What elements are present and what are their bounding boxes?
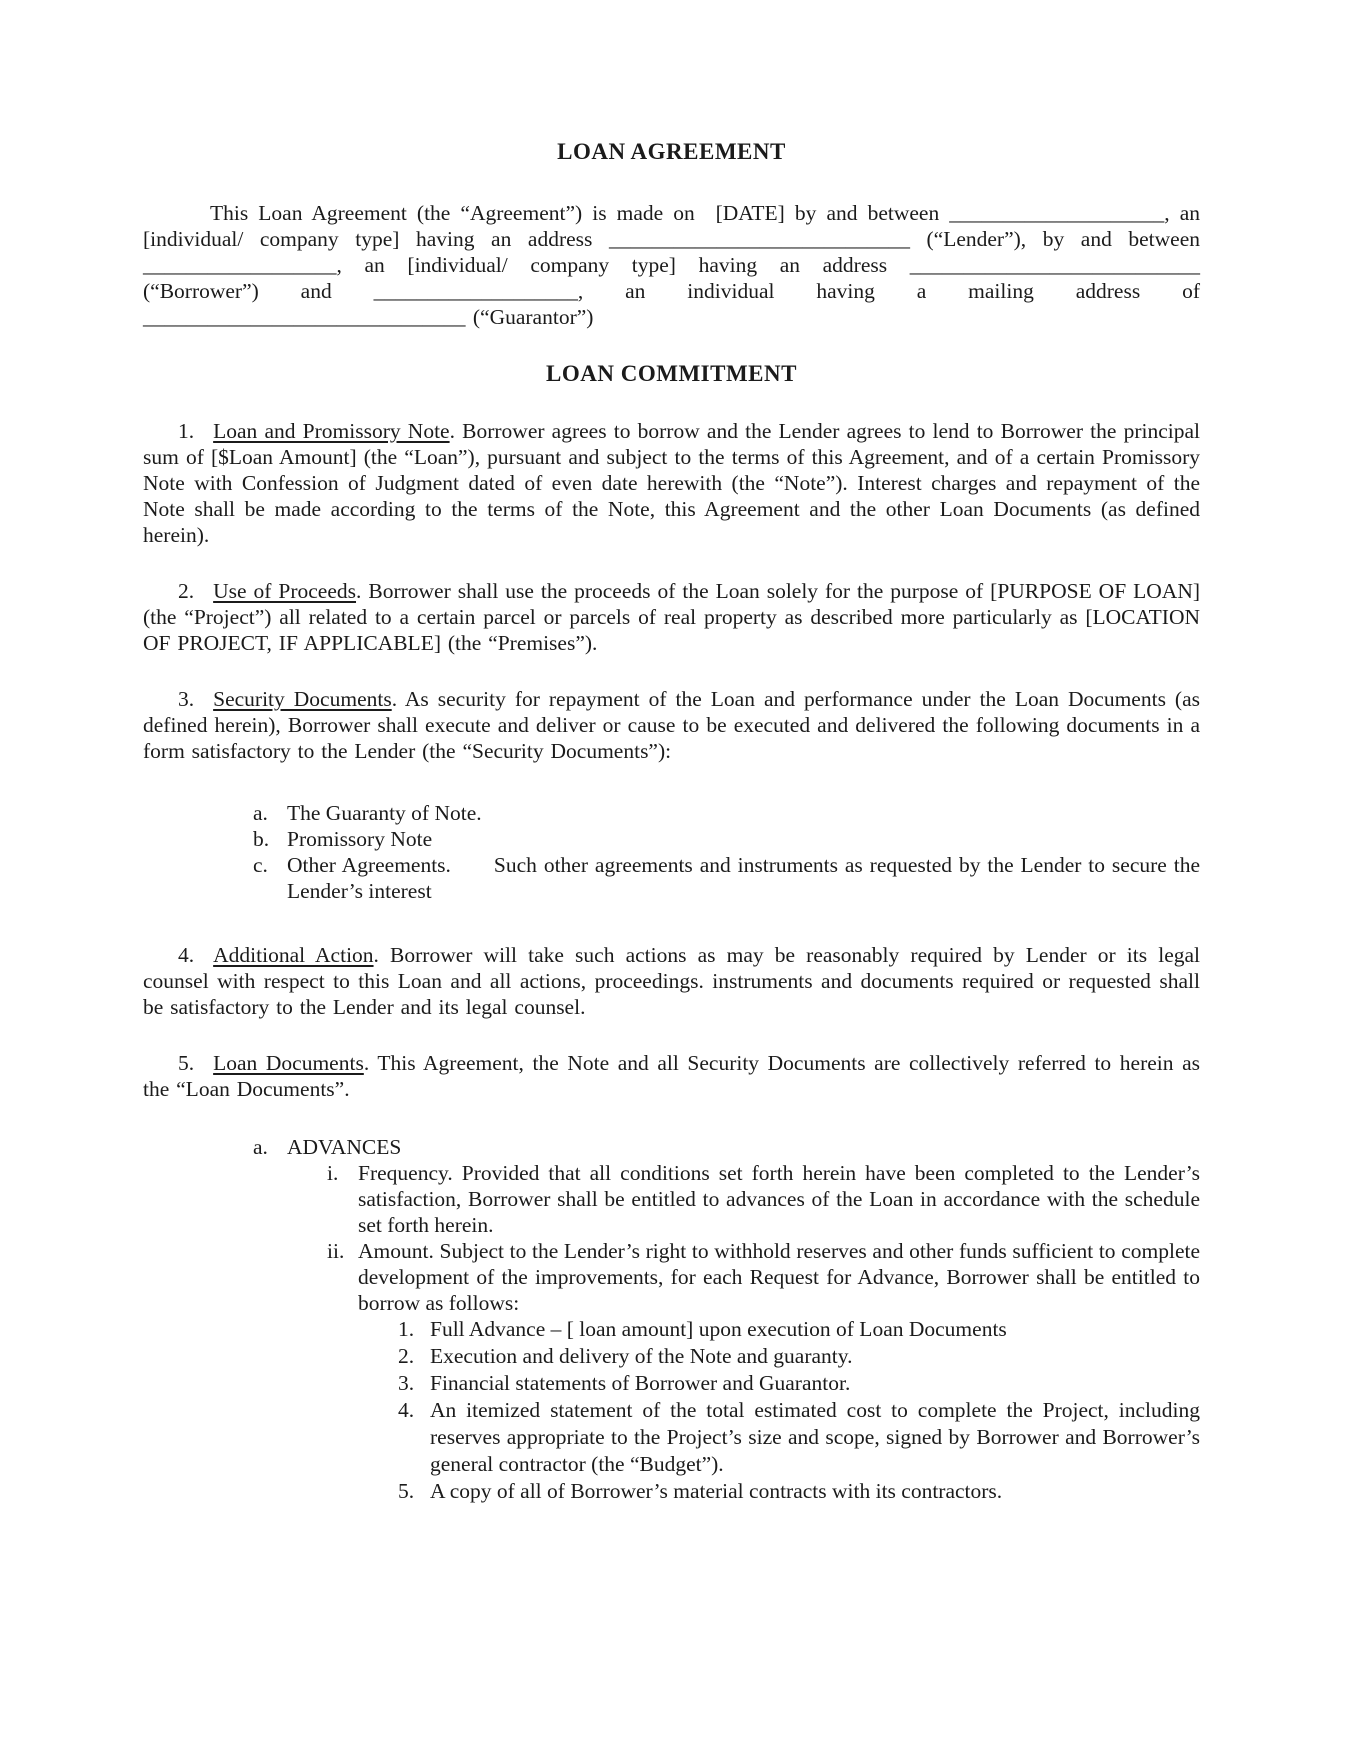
advance-condition-full-advance (143, 1316, 1200, 1343)
list-marker: c. (253, 853, 268, 877)
list-marker: a. (253, 1135, 268, 1159)
security-documents-list (143, 800, 1200, 904)
section-body: . This Agreement, the Note and all Security Documents are collectively referred to herein as the “Loan Documents”. (143, 1051, 1200, 1101)
document-title: LOAN AGREEMENT (557, 139, 786, 164)
list-item-text: Full Advance – [ loan amount] upon execution of Loan Documents (430, 1317, 1007, 1341)
section-heading: Security Documents (213, 687, 392, 711)
list-marker: 1. (398, 1317, 415, 1341)
list-item-text: Amount. Subject to the Lender’s right to withhold reserves and other funds sufficient to complete development of the improvements, for each Request for Advance, Borrower shall be entitled to borrow as follows: (358, 1239, 1200, 1315)
list-item-text: A copy of all of Borrower’s material contracts with its contractors. (430, 1479, 1003, 1503)
list-marker: 2. (398, 1344, 415, 1368)
section-3-security-documents (143, 686, 1200, 764)
intro-paragraph: This Loan Agreement (the “Agreement”) is made on [DATE] by and between ____________________, an [individual/ company type] having an address ____________________________ (“Lender”), by and between __________________, an [individual/ company type] having an address ___________________________ (“Borrower”) and ___________________, an individual having a mailing address of ______________________________ (“Guarantor”) (143, 201, 1200, 329)
loan-commitment-heading: LOAN COMMITMENT (546, 361, 797, 386)
list-marker: i. (327, 1161, 339, 1185)
list-item-guaranty-of-note (143, 800, 1200, 826)
section-number: 5. (178, 1051, 195, 1075)
list-marker: 4. (398, 1398, 415, 1422)
section-heading: Loan and Promissory Note (213, 419, 450, 443)
section-number: 4. (178, 943, 195, 967)
list-marker: b. (253, 827, 270, 851)
list-marker: ii. (327, 1239, 345, 1263)
list-item-text: The Guaranty of Note. (287, 801, 482, 825)
advances-heading-row (143, 1134, 1200, 1160)
list-marker: 3. (398, 1371, 415, 1395)
document-content (143, 138, 1200, 1505)
section-body: . Borrower will take such actions as may be reasonably required by Lender or its legal counsel with respect to this Loan and all actions, proceedings. instruments and documents required or requested shall be satisfactory to the Lender and its legal counsel. (143, 943, 1201, 1019)
list-item-other-agreements (143, 852, 1200, 904)
list-item-text: An itemized statement of the total estimated cost to complete the Project, including reserves appropriate to the Project’s size and scope, signed by Borrower and Borrower’s general contractor (the “Budget”). (430, 1398, 1200, 1476)
section-5-loan-documents (143, 1050, 1200, 1102)
advances-label: ADVANCES (287, 1135, 402, 1159)
section-2-use-of-proceeds (143, 578, 1200, 656)
list-marker: a. (253, 801, 268, 825)
section-1-loan-and-promissory-note (143, 418, 1200, 548)
section-heading: Additional Action (213, 943, 374, 967)
advances-item-frequency (143, 1160, 1200, 1238)
section-body: . As security for repayment of the Loan and performance under the Loan Documents (as defined herein), Borrower shall execute and deliver or cause to be executed and delivered the following documents in a form satisfactory to the Lender (the “Security Documents”): (143, 687, 1200, 763)
advance-condition-material-contracts (143, 1478, 1200, 1505)
section-heading: Use of Proceeds (213, 579, 357, 603)
list-marker: 5. (398, 1479, 415, 1503)
advances-item-amount (143, 1238, 1200, 1316)
advance-condition-execution-delivery (143, 1343, 1200, 1370)
section-number: 1. (178, 419, 195, 443)
advances-block (143, 1134, 1200, 1505)
section-body: . Borrower shall use the proceeds of the Loan solely for the purpose of [PURPOSE OF LOAN] (the “Project”) all related to a certain parcel or parcels of real property as described more particularly as [LOCATION OF PROJECT, IF APPLICABLE] (the “Premises”). (143, 579, 1201, 655)
list-item-text: Promissory Note (287, 827, 433, 851)
advance-condition-financial-statements (143, 1370, 1200, 1397)
section-body: . Borrower agrees to borrow and the Lender agrees to lend to Borrower the principal sum of [$Loan Amount] (the “Loan”), pursuant and subject to the terms of this Agreement, and of a certain Promissory Note with Confession of Judgment dated of even date herewith (the “Note”). Interest charges and repayment of the Note shall be made according to the terms of the Note, this Agreement and the other Loan Documents (as defined herein). (143, 419, 1200, 547)
list-item-text: Execution and delivery of the Note and guaranty. (430, 1344, 853, 1368)
list-item-text: Other Agreements. Such other agreements and instruments as requested by the Lender to secure the Lender’s interest (287, 853, 1200, 903)
list-item-text: Frequency. Provided that all conditions set forth herein have been completed to the Lender’s satisfaction, Borrower shall be entitled to advances of the Loan in accordance with the schedule set forth herein. (358, 1161, 1200, 1237)
section-number: 2. (178, 579, 195, 603)
advance-condition-itemized-statement (143, 1397, 1200, 1478)
list-item-promissory-note (143, 826, 1200, 852)
section-4-additional-action (143, 942, 1200, 1020)
list-item-text: Financial statements of Borrower and Guarantor. (430, 1371, 851, 1395)
section-heading: Loan Documents (213, 1051, 364, 1075)
section-number: 3. (178, 687, 195, 711)
